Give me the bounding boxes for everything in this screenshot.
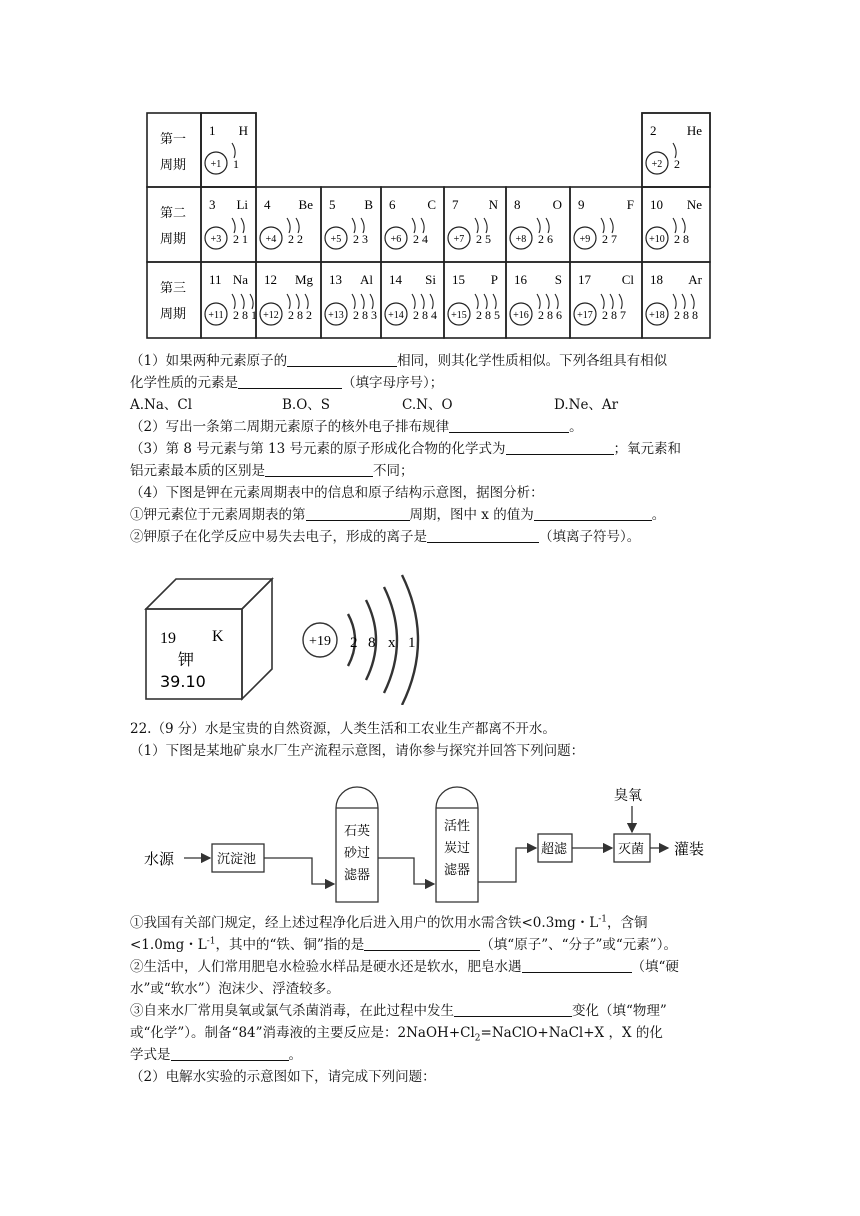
element-cell-mg <box>256 262 321 338</box>
shell-count: 2 <box>413 308 419 322</box>
quartz-label-2: 砂过 <box>343 846 371 861</box>
shell-count: 6 <box>547 232 553 246</box>
shell-arc <box>537 218 540 233</box>
element-symbol: H <box>238 123 248 138</box>
shell-count: 8 <box>611 308 617 322</box>
element-cell-li <box>201 187 256 262</box>
shell-count: 8 <box>242 308 248 322</box>
element-symbol: Cl <box>621 272 634 287</box>
cube-top <box>146 579 272 609</box>
option-b[interactable]: B.O、S <box>282 397 331 413</box>
q22-p1-line1 <box>130 912 730 934</box>
shell-arc <box>305 294 308 309</box>
answer-blank[interactable] <box>449 418 569 433</box>
nucleus-charge: +15 <box>451 310 467 321</box>
shell-arc <box>475 218 478 233</box>
shell-arc <box>232 294 235 309</box>
period-label-top: 第二 <box>159 206 187 221</box>
q22-p2-line2 <box>130 978 730 1000</box>
period-label-bottom: 周期 <box>159 307 187 322</box>
flow-filling: 灌装 <box>674 840 705 858</box>
shell-count: 2 <box>674 232 680 246</box>
element-cell-ar <box>642 262 710 338</box>
shell-count: 2 <box>674 157 680 171</box>
q22-p3-line2 <box>130 1022 730 1044</box>
element-number: 4 <box>264 197 271 212</box>
q22-sub2: （2）电解水实验的示意图如下，请完成下列问题： <box>130 1069 436 1085</box>
element-cell-he <box>642 113 710 187</box>
q22-p1-line2 <box>130 934 730 956</box>
answer-blank[interactable] <box>171 1046 289 1061</box>
element-number: 1 <box>209 123 216 138</box>
shell-count: 2 <box>476 308 482 322</box>
shell-arc <box>610 294 613 309</box>
flow-sterilize: 灭菌 <box>618 842 645 857</box>
nucleus-charge: +3 <box>210 234 222 245</box>
q22-text: 或“化学”）。制备“84”消毒液的主要反应是：2NaOH+Cl <box>130 1025 475 1041</box>
shell-arc <box>232 218 235 233</box>
option-c[interactable]: C.N、O <box>402 397 453 413</box>
nucleus-charge: +12 <box>263 310 279 321</box>
shell-count: 8 <box>485 308 491 322</box>
q4-intro <box>130 482 730 504</box>
element-number: 14 <box>389 272 402 287</box>
k-shell-2: 8 <box>368 635 376 651</box>
q22-sup: -1 <box>598 914 607 925</box>
element-symbol: F <box>626 197 634 212</box>
q1-text: 相同，则其化学性质相似。下列各组具有相似 <box>397 353 668 369</box>
shell-arc <box>241 294 244 309</box>
answer-blank[interactable] <box>238 374 342 389</box>
q22-p3-line1 <box>130 1000 730 1022</box>
k-nucleus-charge: +19 <box>309 634 331 649</box>
answer-blank[interactable] <box>287 352 397 367</box>
element-number: 6 <box>389 197 396 212</box>
nucleus-charge: +11 <box>208 310 224 321</box>
shell-arc <box>287 294 290 309</box>
shell-count: 2 <box>306 308 312 322</box>
element-cell-h <box>201 113 256 187</box>
shell-arc <box>421 218 424 233</box>
answer-blank[interactable] <box>454 1002 572 1017</box>
option-a[interactable]: A.Na、Cl <box>130 397 193 413</box>
element-symbol: Ne <box>686 197 702 212</box>
shell-count: 2 <box>353 232 359 246</box>
element-cell-s <box>506 262 570 338</box>
element-symbol: Be <box>298 197 313 212</box>
element-cell-b <box>321 187 381 262</box>
nucleus-charge: +16 <box>513 310 529 321</box>
element-cell-f <box>570 187 642 262</box>
nucleus-charge: +7 <box>453 234 465 245</box>
element-number: 7 <box>452 197 459 212</box>
q22-text: ，含铜 <box>606 915 648 931</box>
shell-arc <box>484 294 487 309</box>
shell-count: 2 <box>233 232 239 246</box>
shell-arc <box>673 143 676 158</box>
element-symbol: C <box>427 197 436 212</box>
shell-arc <box>619 294 622 309</box>
water-plant-flow-diagram <box>140 772 752 907</box>
element-symbol: S <box>554 272 562 287</box>
element-cell-al <box>321 262 381 338</box>
element-number: 15 <box>452 272 465 287</box>
answer-blank[interactable] <box>364 936 480 951</box>
quartz-label-1: 石英 <box>343 824 371 839</box>
shell-count: 8 <box>692 308 698 322</box>
shell-arc <box>601 218 604 233</box>
element-cell-ne <box>642 187 710 262</box>
shell-count: 8 <box>297 308 303 322</box>
shell-arc <box>232 143 235 158</box>
flow-settling-tank: 沉淀池 <box>217 852 257 867</box>
shell-arc <box>241 218 244 233</box>
shell-count: 3 <box>371 308 377 322</box>
element-symbol: Ar <box>688 272 702 287</box>
element-symbol: Mg <box>294 272 313 287</box>
shell-count: 8 <box>683 308 689 322</box>
element-cell-p <box>444 262 506 338</box>
element-number: 9 <box>578 197 585 212</box>
nucleus-charge: +13 <box>328 310 344 321</box>
k-shell-4: 1 <box>408 635 416 651</box>
q4-text: （4）下图是钾在元素周期表中的信息和原子结构示意图，据图分析： <box>130 485 544 501</box>
q3-line2 <box>130 460 730 482</box>
potassium-diagram <box>140 565 440 705</box>
q1-text: （填字母序号）； <box>342 375 444 391</box>
shell-count: 2 <box>233 308 239 322</box>
period-label-top: 第三 <box>159 281 187 296</box>
shell-count: 7 <box>620 308 626 322</box>
carbon-label-2: 炭过 <box>443 841 471 856</box>
q22-sub: 2 <box>474 1033 481 1044</box>
q3-text: 铝元素最本质的区别是 <box>130 463 265 479</box>
shell-count: 6 <box>556 308 562 322</box>
shell-arc <box>546 218 549 233</box>
element-cell-n <box>444 187 506 262</box>
nucleus-charge: +14 <box>388 310 404 321</box>
shell-arc <box>682 294 685 309</box>
shell-count: 3 <box>362 232 368 246</box>
periodic-table-figure <box>146 112 712 340</box>
element-cell-c <box>381 187 444 262</box>
shell-arc <box>691 294 694 309</box>
nucleus-charge: +5 <box>330 234 342 245</box>
period-label-top: 第一 <box>159 132 187 147</box>
shell-count: 4 <box>431 308 437 322</box>
k-symbol: K <box>212 628 224 645</box>
element-symbol: Na <box>232 272 248 287</box>
element-symbol: Al <box>360 272 373 287</box>
element-number: 13 <box>329 272 342 287</box>
shell-count: 2 <box>288 308 294 322</box>
question-21-parts <box>130 350 730 548</box>
shell-count: 4 <box>422 232 428 246</box>
q4-text: 周期，图中 x 的值为 <box>409 507 534 523</box>
element-number: 2 <box>650 123 657 138</box>
flow-ozone: 臭氧 <box>614 788 642 804</box>
k-shell-1: 2 <box>350 635 358 651</box>
q4-text: （填离子符号）。 <box>539 529 641 545</box>
q22-sub1: （1）下图是某地矿泉水厂生产流程示意图，请你参与探究并回答下列问题： <box>130 743 585 759</box>
flow-source: 水源 <box>144 850 175 868</box>
quartz-filter-tank <box>336 787 378 902</box>
q4-text: 。 <box>651 507 666 523</box>
shell-count: 5 <box>494 308 500 322</box>
q3-text: （3）第 8 号元素与第 13 号元素的原子形成化合物的化学式为 <box>130 441 506 457</box>
flow-ultrafilter: 超滤 <box>541 842 568 857</box>
q22-text: （填“硬 <box>631 959 679 975</box>
nucleus-charge: +17 <box>577 310 593 321</box>
q22-text: （填“原子”、“分子”或“元素”）。 <box>480 937 677 953</box>
nucleus-charge: +8 <box>515 234 527 245</box>
question-22-body <box>130 912 730 1088</box>
q3-line1 <box>130 438 730 460</box>
period-label-bottom: 周期 <box>159 158 187 173</box>
shell-arc <box>296 294 299 309</box>
shell-count: 2 <box>476 232 482 246</box>
shell-count: 2 <box>353 308 359 322</box>
shell-arc <box>546 294 549 309</box>
k-atomic-number: 19 <box>160 630 176 647</box>
nucleus-charge: +6 <box>390 234 402 245</box>
shell-count: 1 <box>251 308 257 322</box>
element-number: 3 <box>209 197 216 212</box>
answer-blank[interactable] <box>522 958 632 973</box>
answer-blank[interactable] <box>265 462 373 477</box>
element-cell-o <box>506 187 570 262</box>
period-label-bottom: 周期 <box>159 232 187 247</box>
answer-blank[interactable] <box>427 528 539 543</box>
q3-text: 不同； <box>373 463 414 479</box>
shell-count: 2 <box>538 308 544 322</box>
element-number: 18 <box>650 272 663 287</box>
shell-count: 1 <box>242 232 248 246</box>
carbon-label-1: 活性 <box>443 819 471 834</box>
answer-blank[interactable] <box>534 506 652 521</box>
nucleus-charge: +1 <box>210 159 222 170</box>
nucleus-charge: +9 <box>579 234 591 245</box>
shell-arc <box>370 294 373 309</box>
shell-arc <box>361 218 364 233</box>
shell-count: 8 <box>683 232 689 246</box>
shell-arc <box>250 294 253 309</box>
element-number: 10 <box>650 197 663 212</box>
shell-arc <box>287 218 290 233</box>
q1-line2 <box>130 372 730 394</box>
shell-arc <box>421 294 424 309</box>
element-symbol: P <box>490 272 498 287</box>
shell-arc <box>682 218 685 233</box>
q22-text: ①我国有关部门规定，经上述过程净化后进入用户的饮用水需含铁<0.3mg・L <box>130 915 599 931</box>
question-22-heading <box>130 718 730 762</box>
element-symbol: He <box>686 123 702 138</box>
q2-text: （2）写出一条第二周期元素原子的核外电子排布规律 <box>130 419 450 435</box>
shell-arc <box>673 218 676 233</box>
q22-sup: -1 <box>206 936 216 947</box>
q1-text: （1）如果两种元素原子的 <box>130 353 288 369</box>
q1-line1 <box>130 350 730 372</box>
q22-text: ③自来水厂常用臭氧或氯气杀菌消毒，在此过程中发生 <box>130 1003 454 1019</box>
shell-count: 2 <box>674 308 680 322</box>
q4-line1 <box>130 504 730 526</box>
nucleus-charge: +2 <box>651 159 663 170</box>
shell-arc <box>296 218 299 233</box>
shell-arc <box>601 294 604 309</box>
shell-arc <box>475 294 478 309</box>
element-number: 12 <box>264 272 277 287</box>
shell-count: 2 <box>602 232 608 246</box>
shell-arc <box>484 218 487 233</box>
q22-p3-line3 <box>130 1044 730 1066</box>
shell-count: 8 <box>362 308 368 322</box>
shell-count: 8 <box>422 308 428 322</box>
q2-text: 。 <box>569 419 583 435</box>
k-name: 钾 <box>178 650 195 669</box>
element-cell-cl <box>570 262 642 338</box>
q22-p2-line1 <box>130 956 730 978</box>
shell-count: 7 <box>611 232 617 246</box>
shell-arc <box>610 218 613 233</box>
q22-text: <1.0mg・L <box>130 937 207 953</box>
shell-arc <box>361 294 364 309</box>
shell-arc <box>352 218 355 233</box>
q2-line <box>130 416 730 438</box>
nucleus-charge: +10 <box>649 234 665 245</box>
shell-count: 8 <box>547 308 553 322</box>
element-number: 16 <box>514 272 527 287</box>
shell-arc <box>412 294 415 309</box>
q22-text: 。 <box>288 1047 302 1063</box>
shell-count: 2 <box>288 232 294 246</box>
shell-arc <box>493 294 496 309</box>
shell-arc <box>537 294 540 309</box>
q22-text: 变化（填“物理” <box>572 1003 667 1019</box>
q1-text: 化学性质的元素是 <box>130 375 238 391</box>
element-cell-si <box>381 262 444 338</box>
q22-text: ，其中的“铁、铜”指的是 <box>215 937 365 953</box>
shell-count: 1 <box>233 157 239 171</box>
shell-arc <box>430 294 433 309</box>
element-symbol: B <box>364 197 373 212</box>
nucleus-charge: +4 <box>265 234 277 245</box>
k-shell-3: x <box>388 635 396 651</box>
element-symbol: Li <box>236 197 248 212</box>
element-cell-be <box>256 187 321 262</box>
q22-text: =NaClO+NaCl+X ，X 的化 <box>480 1025 663 1041</box>
shell-count: 2 <box>413 232 419 246</box>
shell-arc <box>352 294 355 309</box>
q22-text: 水”或“软水”）泡沫少、浮渣较多。 <box>130 981 340 997</box>
shell-count: 2 <box>602 308 608 322</box>
quartz-label-3: 滤器 <box>343 868 371 883</box>
element-number: 5 <box>329 197 336 212</box>
q4-line2 <box>130 526 730 548</box>
nucleus-charge: +18 <box>649 310 665 321</box>
element-number: 11 <box>209 272 222 287</box>
q4-text: ②钾原子在化学反应中易失去电子，形成的离子是 <box>130 529 427 545</box>
q22-title: 22.（9 分）水是宝贵的自然资源，人类生活和工农业生产都离不开水。 <box>130 721 556 737</box>
answer-blank[interactable] <box>306 506 410 521</box>
shell-arc <box>412 218 415 233</box>
option-d[interactable]: D.Ne、Ar <box>554 397 619 413</box>
q1-options <box>130 394 730 416</box>
shell-count: 5 <box>485 232 491 246</box>
k-atomic-mass: 39.10 <box>160 672 206 691</box>
shell-count: 2 <box>538 232 544 246</box>
q3-text: ；氧元素和 <box>613 441 682 457</box>
element-symbol: Si <box>425 272 436 287</box>
element-symbol: N <box>488 197 498 212</box>
q22-text: ②生活中，人们常用肥皂水检验水样品是硬水还是软水，肥皂水遇 <box>130 959 522 975</box>
element-number: 17 <box>578 272 591 287</box>
cube-side <box>242 579 272 699</box>
shell-arc <box>673 294 676 309</box>
element-symbol: O <box>552 197 562 212</box>
answer-blank[interactable] <box>506 440 614 455</box>
q22-text: 学式是 <box>130 1047 171 1063</box>
carbon-label-3: 滤器 <box>443 863 471 878</box>
q4-text: ①钾元素位于元素周期表的第 <box>130 507 306 523</box>
shell-arc <box>555 294 558 309</box>
shell-count: 2 <box>297 232 303 246</box>
element-cell-na <box>201 262 257 338</box>
element-number: 8 <box>514 197 521 212</box>
